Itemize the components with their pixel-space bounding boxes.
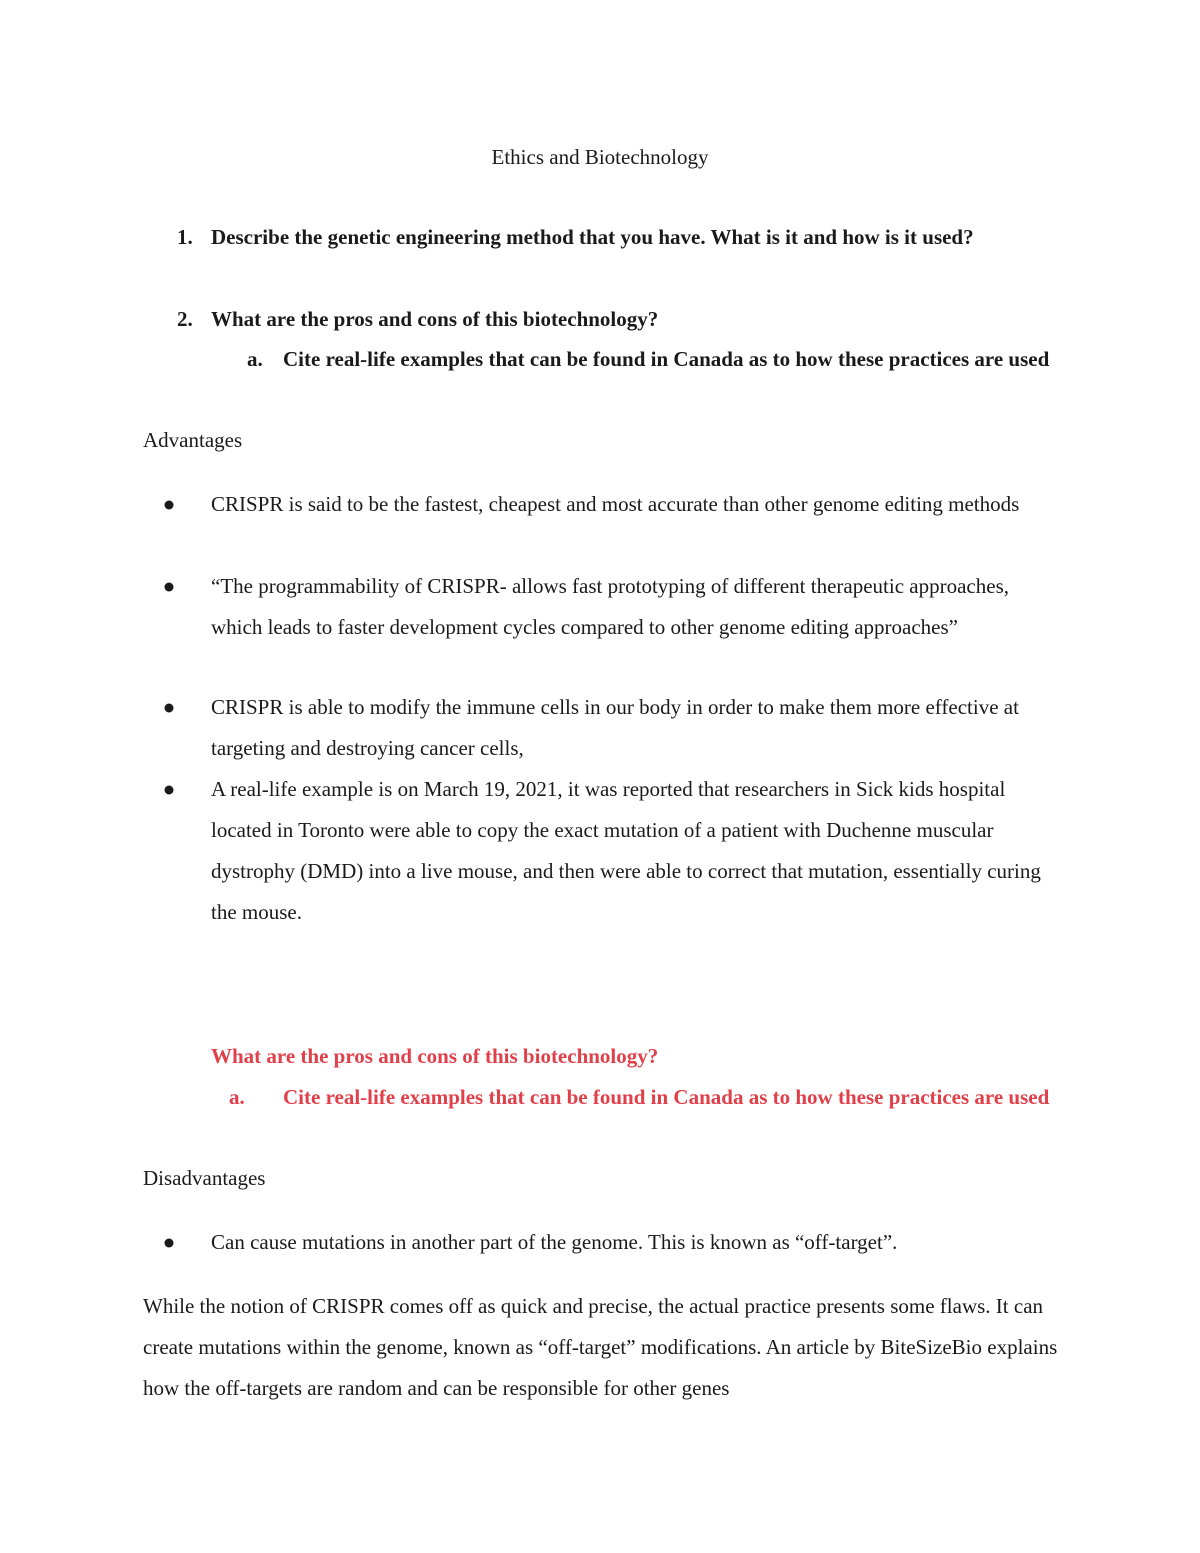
sub-question-number: a. bbox=[247, 347, 263, 371]
question-2-number: 2. bbox=[177, 307, 193, 331]
repeat-sub-question-number: a. bbox=[229, 1085, 245, 1109]
advantage-item: CRISPR is said to be the fastest, cheapest and most accurate than other genome editing methods bbox=[211, 492, 1020, 516]
question-2-text: What are the pros and cons of this biotechnology? bbox=[211, 307, 659, 331]
disadvantages-heading: Disadvantages bbox=[143, 1166, 266, 1190]
advantage-item: A real-life example is on March 19, 2021, it was reported that researchers in Sick kids hospital located in Toronto were able to copy the exact mutation of a patient with Duchenne muscular dystrophy (DMD) into a live mouse, and then were able to correct that mutation, essentially curing the mouse. bbox=[211, 777, 1041, 924]
document-title: Ethics and Biotechnology bbox=[491, 145, 709, 169]
disadvantage-item: Can cause mutations in another part of the genome. This is known as “off-target”. bbox=[211, 1230, 898, 1254]
repeat-question-text: What are the pros and cons of this biotechnology? bbox=[211, 1044, 659, 1068]
question-1-text: Describe the genetic engineering method that you have. What is it and how is it used? bbox=[211, 225, 974, 249]
bullet-icon bbox=[165, 583, 174, 592]
question-1-number: 1. bbox=[177, 225, 193, 249]
closing-paragraph: While the notion of CRISPR comes off as quick and precise, the actual practice presents some flaws. It can create mutations within the genome, known as “off-target” modifications. An article by BiteSizeBio explains how the off-targets are random and can be responsible for other genes bbox=[143, 1294, 1058, 1400]
advantages-heading: Advantages bbox=[143, 428, 243, 452]
bullet-icon bbox=[165, 501, 174, 510]
bullet-icon bbox=[165, 786, 174, 795]
bullet-icon bbox=[165, 1239, 174, 1248]
repeat-sub-question-text: Cite real-life examples that can be found in Canada as to how these practices are used bbox=[283, 1085, 1050, 1109]
sub-question-text: Cite real-life examples that can be found in Canada as to how these practices are used bbox=[283, 347, 1050, 371]
bullet-icon bbox=[165, 704, 174, 713]
advantage-item: CRISPR is able to modify the immune cells in our body in order to make them more effective at targeting and destroying cancer cells, bbox=[211, 695, 1019, 760]
advantage-item: “The programmability of CRISPR- allows fast prototyping of different therapeutic approaches, which leads to faster development cycles compared to other genome editing approaches” bbox=[211, 574, 1009, 639]
